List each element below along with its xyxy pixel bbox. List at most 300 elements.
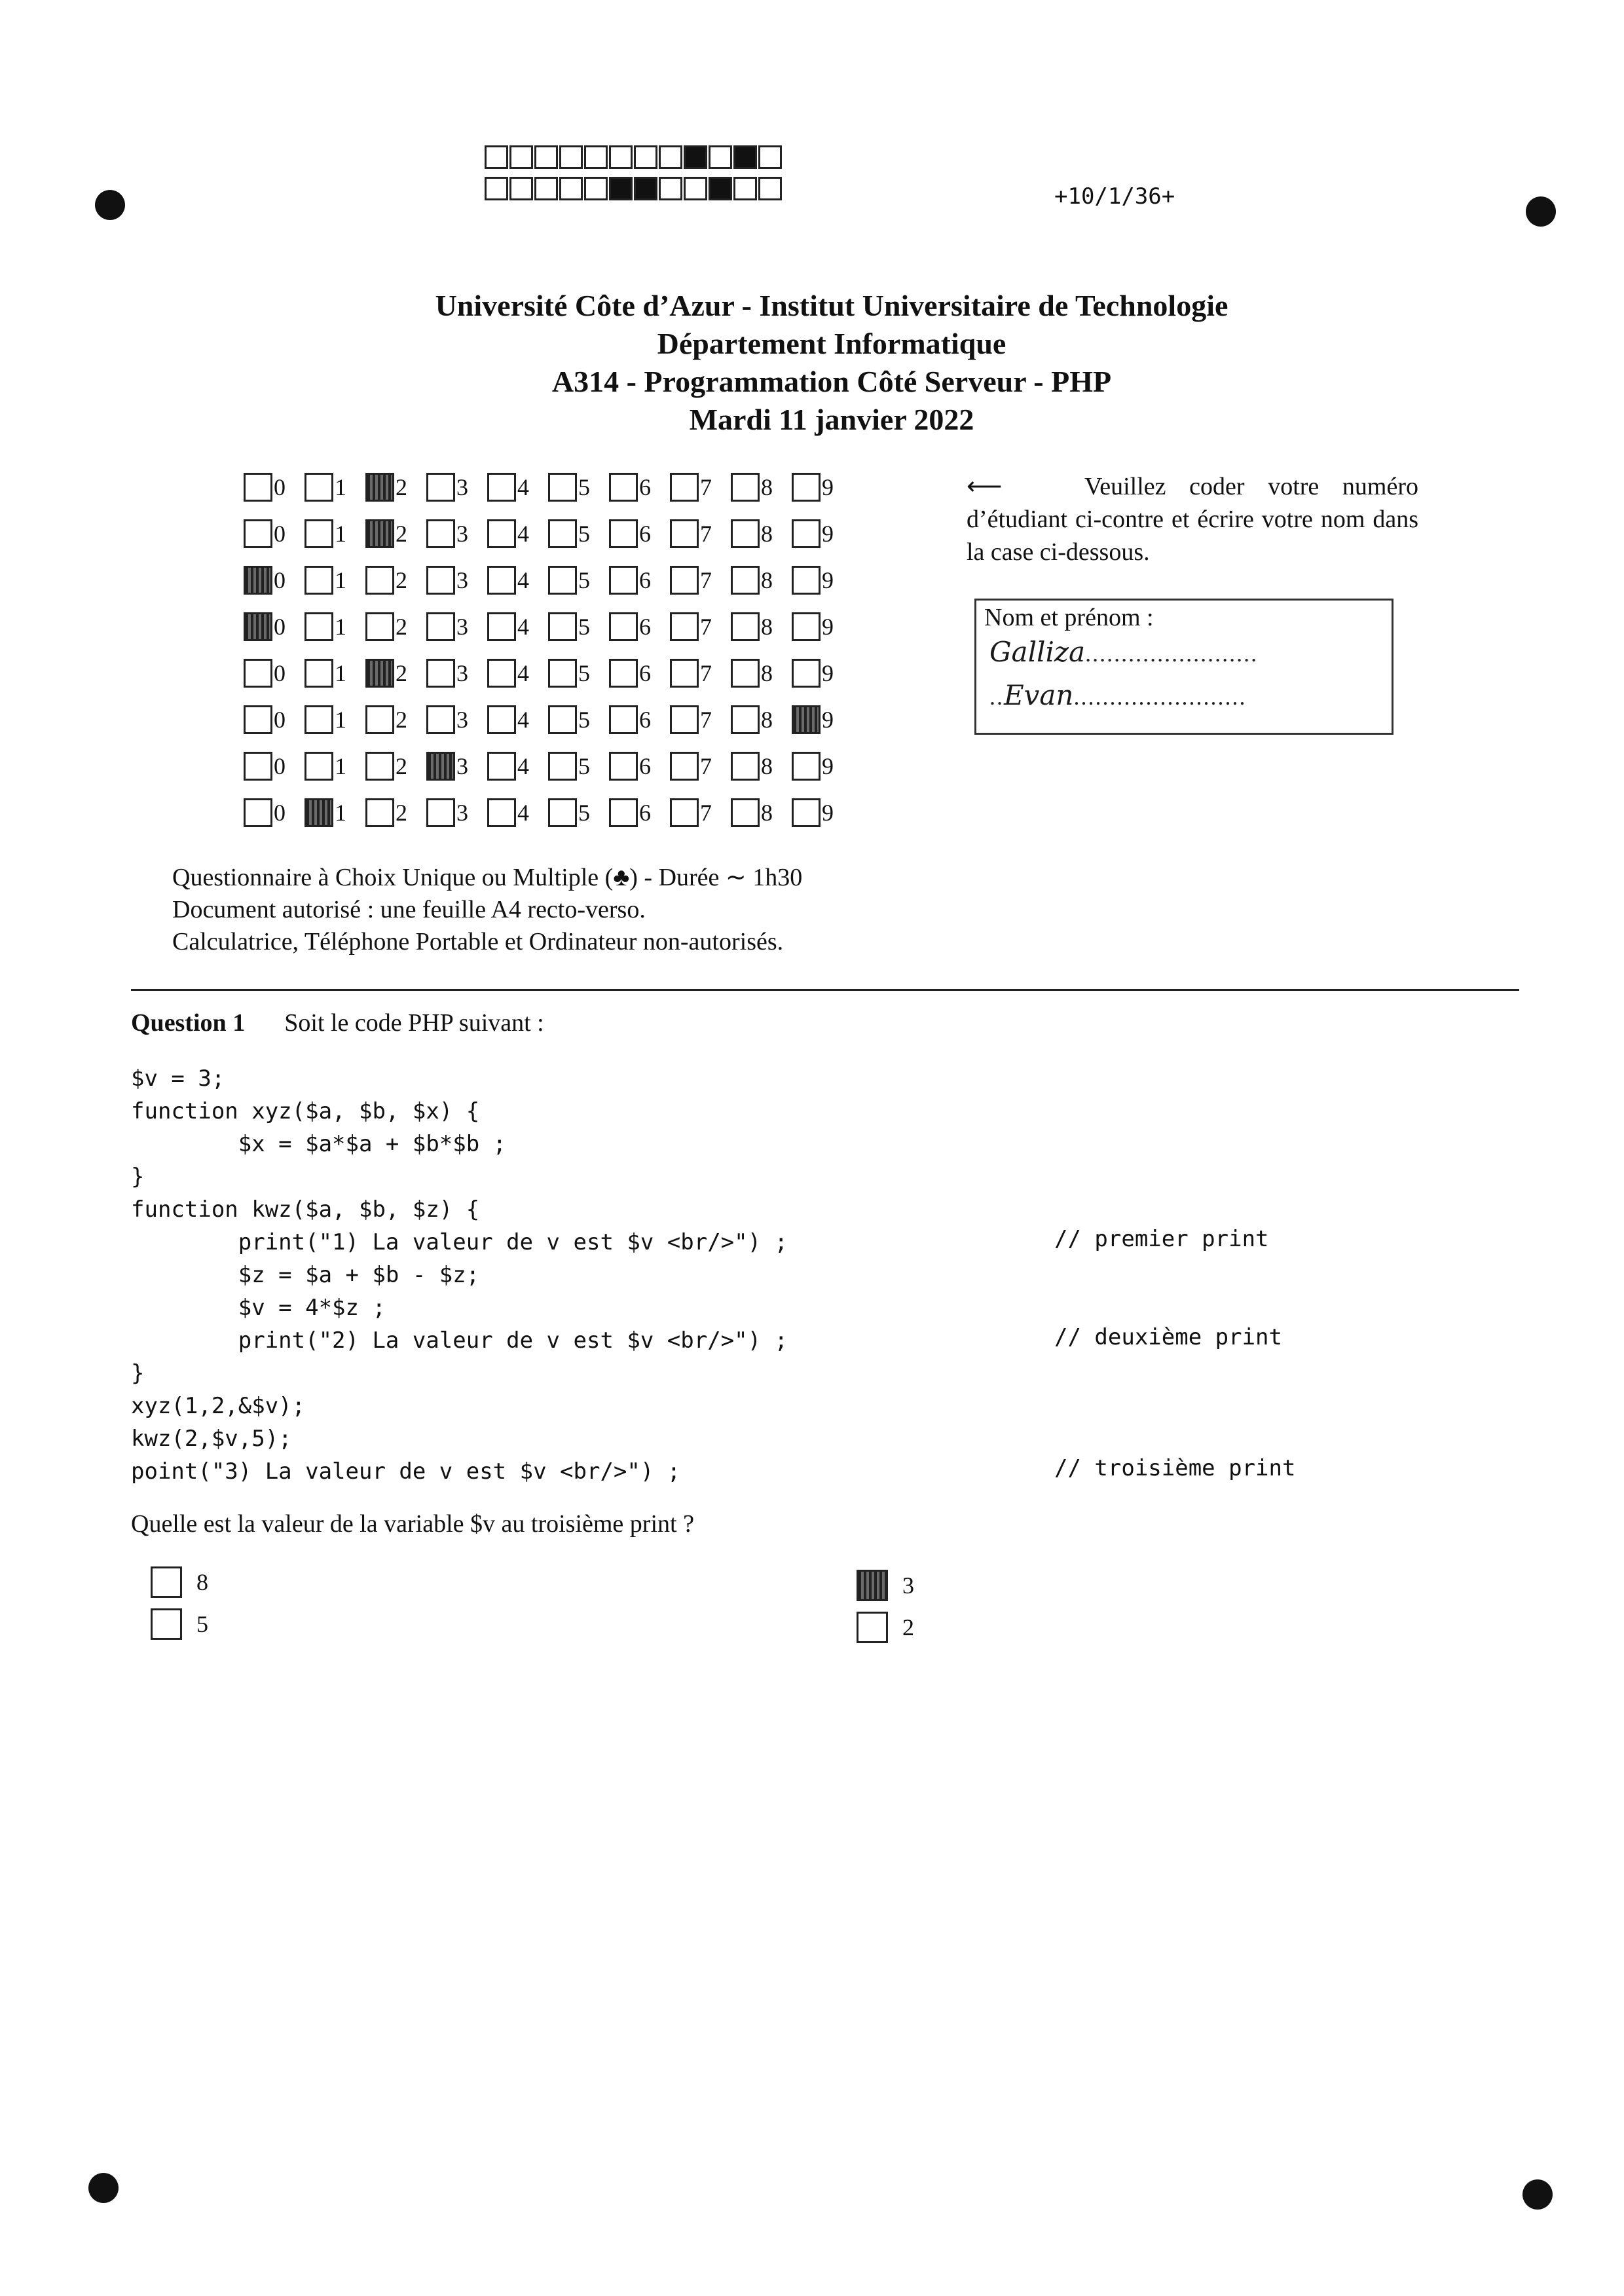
student-number-grid bbox=[244, 464, 853, 836]
digit-label: 5 bbox=[578, 613, 590, 640]
digit-option[interactable] bbox=[304, 566, 365, 595]
code-comment-1: // premier print bbox=[1054, 1226, 1269, 1252]
digit-label: 7 bbox=[700, 613, 712, 640]
digit-label: 4 bbox=[517, 566, 529, 593]
course-title: A314 - Programmation Côté Serveur - PHP bbox=[551, 365, 1112, 398]
digit-checkbox[interactable] bbox=[244, 659, 272, 688]
digit-checkbox[interactable] bbox=[670, 473, 699, 502]
barcode-cell bbox=[609, 177, 633, 200]
digit-checkbox[interactable] bbox=[426, 612, 455, 641]
digit-option[interactable] bbox=[609, 752, 670, 781]
answer-checkbox[interactable] bbox=[151, 1608, 182, 1640]
barcode-cell bbox=[709, 177, 732, 200]
barcode-cell bbox=[485, 145, 508, 169]
digit-option[interactable] bbox=[365, 752, 426, 781]
digit-option[interactable] bbox=[244, 798, 304, 827]
digit-label: 0 bbox=[274, 706, 286, 733]
barcode-cell bbox=[509, 145, 533, 169]
digit-label: 9 bbox=[822, 613, 834, 640]
digit-option[interactable] bbox=[548, 752, 609, 781]
digit-checkbox[interactable] bbox=[548, 566, 577, 595]
digit-label: 2 bbox=[396, 566, 407, 593]
digit-option[interactable] bbox=[670, 566, 731, 595]
answer-option[interactable] bbox=[151, 1566, 208, 1598]
digit-option[interactable] bbox=[792, 473, 853, 502]
digit-option[interactable] bbox=[487, 659, 548, 688]
left-arrow-icon: ⟵ bbox=[967, 473, 1003, 500]
question-intro: Soit le code PHP suivant : bbox=[284, 1009, 544, 1037]
student-number-row bbox=[244, 557, 853, 603]
digit-option[interactable] bbox=[365, 659, 426, 688]
digit-checkbox[interactable] bbox=[487, 612, 516, 641]
digit-checkbox[interactable] bbox=[304, 659, 333, 688]
barcode-cell bbox=[485, 177, 508, 200]
digit-label: 8 bbox=[761, 659, 773, 686]
answer-checkbox[interactable] bbox=[857, 1612, 888, 1643]
answer-option[interactable] bbox=[151, 1608, 208, 1640]
digit-checkbox[interactable] bbox=[548, 705, 577, 734]
question-label: Question 1 bbox=[131, 1009, 246, 1037]
registration-dot-bottom-left bbox=[88, 2173, 119, 2203]
digit-checkbox[interactable] bbox=[670, 566, 699, 595]
digit-option[interactable] bbox=[487, 752, 548, 781]
digit-option[interactable] bbox=[487, 612, 548, 641]
digit-checkbox[interactable] bbox=[426, 473, 455, 502]
question-header bbox=[131, 1009, 544, 1037]
digit-checkbox[interactable] bbox=[304, 612, 333, 641]
digit-label: 6 bbox=[639, 706, 651, 733]
digit-checkbox[interactable] bbox=[304, 473, 333, 502]
digit-checkbox[interactable] bbox=[304, 519, 333, 548]
digit-option[interactable] bbox=[426, 519, 487, 548]
digit-checkbox[interactable] bbox=[365, 473, 394, 502]
exam-rules bbox=[172, 862, 802, 958]
digit-label: 1 bbox=[335, 613, 346, 640]
digit-option[interactable] bbox=[670, 473, 731, 502]
digit-checkbox[interactable] bbox=[609, 566, 638, 595]
digit-label: 8 bbox=[761, 566, 773, 593]
digit-label: 9 bbox=[822, 752, 834, 779]
digit-option[interactable] bbox=[244, 752, 304, 781]
digit-option[interactable] bbox=[731, 798, 792, 827]
digit-label: 0 bbox=[274, 799, 286, 826]
digit-label: 9 bbox=[822, 706, 834, 733]
digit-option[interactable] bbox=[365, 519, 426, 548]
digit-label: 6 bbox=[639, 659, 651, 686]
digit-checkbox[interactable] bbox=[670, 659, 699, 688]
digit-label: 3 bbox=[456, 706, 468, 733]
digit-checkbox[interactable] bbox=[304, 752, 333, 781]
digit-checkbox[interactable] bbox=[487, 705, 516, 734]
digit-checkbox[interactable] bbox=[609, 519, 638, 548]
student-number-row bbox=[244, 603, 853, 650]
digit-checkbox[interactable] bbox=[244, 566, 272, 595]
digit-checkbox[interactable] bbox=[731, 705, 760, 734]
digit-option[interactable] bbox=[426, 798, 487, 827]
digit-checkbox[interactable] bbox=[731, 659, 760, 688]
digit-label: 7 bbox=[700, 706, 712, 733]
digit-label: 7 bbox=[700, 473, 712, 500]
exam-header bbox=[0, 287, 1624, 439]
digit-label: 8 bbox=[761, 752, 773, 779]
digit-label: 3 bbox=[456, 659, 468, 686]
digit-label: 0 bbox=[274, 613, 286, 640]
digit-option[interactable] bbox=[487, 566, 548, 595]
digit-label: 6 bbox=[639, 613, 651, 640]
digit-option[interactable] bbox=[670, 612, 731, 641]
digit-checkbox[interactable] bbox=[426, 752, 455, 781]
digit-checkbox[interactable] bbox=[365, 705, 394, 734]
digit-checkbox[interactable] bbox=[426, 519, 455, 548]
first-name-dots: ........................ bbox=[1073, 684, 1247, 710]
forbidden-devices: Calculatrice, Téléphone Portable et Ordinateur non-autorisés. bbox=[172, 928, 784, 955]
digit-option[interactable] bbox=[365, 798, 426, 827]
answer-checkbox[interactable] bbox=[151, 1566, 182, 1598]
digit-option[interactable] bbox=[548, 473, 609, 502]
digit-option[interactable] bbox=[426, 566, 487, 595]
digit-checkbox[interactable] bbox=[548, 752, 577, 781]
digit-label: 1 bbox=[335, 473, 346, 500]
digit-checkbox[interactable] bbox=[731, 612, 760, 641]
digit-option[interactable] bbox=[792, 752, 853, 781]
digit-label: 8 bbox=[761, 613, 773, 640]
digit-checkbox[interactable] bbox=[548, 473, 577, 502]
digit-checkbox[interactable] bbox=[548, 612, 577, 641]
digit-option[interactable] bbox=[487, 519, 548, 548]
registration-dot-top-right bbox=[1526, 196, 1556, 227]
digit-label: 5 bbox=[578, 473, 590, 500]
digit-option[interactable] bbox=[365, 705, 426, 734]
barcode-cell bbox=[758, 177, 782, 200]
digit-option[interactable] bbox=[548, 519, 609, 548]
digit-option[interactable] bbox=[670, 752, 731, 781]
digit-checkbox[interactable] bbox=[609, 798, 638, 827]
digit-label: 2 bbox=[396, 473, 407, 500]
digit-option[interactable] bbox=[304, 659, 365, 688]
digit-option[interactable] bbox=[792, 798, 853, 827]
barcode-cell bbox=[709, 145, 732, 169]
digit-checkbox[interactable] bbox=[609, 612, 638, 641]
digit-checkbox[interactable] bbox=[731, 752, 760, 781]
digit-option[interactable] bbox=[792, 705, 853, 734]
digit-checkbox[interactable] bbox=[792, 798, 821, 827]
digit-option[interactable] bbox=[548, 566, 609, 595]
digit-label: 9 bbox=[822, 659, 834, 686]
digit-option[interactable] bbox=[365, 612, 426, 641]
digit-checkbox[interactable] bbox=[426, 659, 455, 688]
barcode-cell bbox=[684, 177, 707, 200]
digit-label: 4 bbox=[517, 659, 529, 686]
digit-label: 6 bbox=[639, 752, 651, 779]
barcode-row-1 bbox=[485, 145, 783, 169]
digit-checkbox[interactable] bbox=[548, 519, 577, 548]
digit-label: 8 bbox=[761, 799, 773, 826]
digit-checkbox[interactable] bbox=[365, 612, 394, 641]
digit-checkbox[interactable] bbox=[731, 566, 760, 595]
name-box-label: Nom et prénom : bbox=[984, 604, 1154, 631]
last-name-field[interactable] bbox=[989, 636, 1382, 668]
registration-dot-bottom-right bbox=[1522, 2179, 1553, 2210]
code-comment-3: // troisième print bbox=[1054, 1455, 1296, 1481]
digit-label: 0 bbox=[274, 752, 286, 779]
barcode-cell bbox=[733, 145, 757, 169]
digit-checkbox[interactable] bbox=[244, 519, 272, 548]
digit-checkbox[interactable] bbox=[792, 752, 821, 781]
digit-option[interactable] bbox=[670, 659, 731, 688]
digit-checkbox[interactable] bbox=[244, 473, 272, 502]
digit-option[interactable] bbox=[548, 798, 609, 827]
student-number-row bbox=[244, 789, 853, 836]
barcode-cell bbox=[659, 145, 682, 169]
digit-checkbox[interactable] bbox=[609, 473, 638, 502]
digit-option[interactable] bbox=[426, 612, 487, 641]
digit-label: 5 bbox=[578, 659, 590, 686]
digit-option[interactable] bbox=[365, 566, 426, 595]
digit-checkbox[interactable] bbox=[244, 798, 272, 827]
digit-option[interactable] bbox=[244, 612, 304, 641]
digit-option[interactable] bbox=[304, 705, 365, 734]
digit-label: 7 bbox=[700, 659, 712, 686]
digit-label: 4 bbox=[517, 613, 529, 640]
php-code-block: $v = 3; function xyz($a, $b, $x) { $x = $a*$a + $b*$b ; } function kwz($a, $b, $z) { print("1) La valeur de v est $v <br/>") ; $z = $a + $b - $z; $v = 4*$z ; print("2) La valeur de v est $v <br/>") ; } xyz(1,2,&$v); kwz(2,$v,5); point("3) La valeur de v est $v <br/>") ; bbox=[131, 1065, 788, 1485]
exam-format: Questionnaire à Choix Unique ou Multiple (♣) - Durée ∼ 1h30 bbox=[172, 864, 803, 891]
digit-label: 3 bbox=[456, 799, 468, 826]
digit-checkbox[interactable] bbox=[244, 752, 272, 781]
barcode-cell bbox=[758, 145, 782, 169]
digit-option[interactable] bbox=[670, 705, 731, 734]
digit-option[interactable] bbox=[426, 752, 487, 781]
last-name-handwritten: Galliza bbox=[989, 636, 1086, 668]
digit-checkbox[interactable] bbox=[792, 519, 821, 548]
digit-option[interactable] bbox=[792, 659, 853, 688]
code-comment-2: // deuxième print bbox=[1054, 1324, 1282, 1350]
digit-label: 1 bbox=[335, 799, 346, 826]
digit-checkbox[interactable] bbox=[670, 612, 699, 641]
digit-checkbox[interactable] bbox=[365, 659, 394, 688]
student-number-row bbox=[244, 464, 853, 510]
digit-option[interactable] bbox=[548, 612, 609, 641]
digit-checkbox[interactable] bbox=[426, 798, 455, 827]
digit-checkbox[interactable] bbox=[670, 519, 699, 548]
first-name-prefix: .. bbox=[989, 684, 1004, 710]
digit-option[interactable] bbox=[731, 705, 792, 734]
digit-option[interactable] bbox=[731, 566, 792, 595]
digit-option[interactable] bbox=[487, 473, 548, 502]
digit-option[interactable] bbox=[670, 798, 731, 827]
student-number-row bbox=[244, 743, 853, 789]
registration-dot-top-left bbox=[95, 190, 125, 220]
student-number-row bbox=[244, 510, 853, 557]
digit-option[interactable] bbox=[548, 659, 609, 688]
digit-option[interactable] bbox=[609, 473, 670, 502]
digit-checkbox[interactable] bbox=[365, 752, 394, 781]
barcode-cell bbox=[509, 177, 533, 200]
digit-label: 0 bbox=[274, 566, 286, 593]
first-name-field[interactable] bbox=[989, 679, 1382, 711]
digit-label: 3 bbox=[456, 613, 468, 640]
digit-label: 2 bbox=[396, 659, 407, 686]
digit-label: 4 bbox=[517, 706, 529, 733]
digit-checkbox[interactable] bbox=[548, 659, 577, 688]
digit-option[interactable] bbox=[731, 659, 792, 688]
digit-option[interactable] bbox=[609, 798, 670, 827]
digit-label: 0 bbox=[274, 473, 286, 500]
digit-option[interactable] bbox=[244, 473, 304, 502]
digit-checkbox[interactable] bbox=[792, 659, 821, 688]
barcode-cell bbox=[684, 145, 707, 169]
digit-label: 6 bbox=[639, 520, 651, 547]
digit-label: 1 bbox=[335, 520, 346, 547]
digit-checkbox[interactable] bbox=[365, 566, 394, 595]
digit-label: 0 bbox=[274, 659, 286, 686]
digit-label: 9 bbox=[822, 520, 834, 547]
digit-label: 4 bbox=[517, 799, 529, 826]
digit-label: 5 bbox=[578, 566, 590, 593]
digit-checkbox[interactable] bbox=[487, 659, 516, 688]
digit-option[interactable] bbox=[670, 519, 731, 548]
digit-option[interactable] bbox=[731, 612, 792, 641]
digit-checkbox[interactable] bbox=[304, 798, 333, 827]
digit-label: 3 bbox=[456, 473, 468, 500]
barcode-cell bbox=[609, 145, 633, 169]
answer-label: 5 bbox=[196, 1611, 208, 1637]
digit-label: 9 bbox=[822, 799, 834, 826]
last-name-dots: ........................ bbox=[1085, 640, 1259, 667]
digit-checkbox[interactable] bbox=[487, 752, 516, 781]
instructions bbox=[967, 470, 1418, 568]
digit-option[interactable] bbox=[304, 798, 365, 827]
digit-label: 6 bbox=[639, 473, 651, 500]
digit-checkbox[interactable] bbox=[731, 473, 760, 502]
digit-checkbox[interactable] bbox=[365, 519, 394, 548]
digit-option[interactable] bbox=[244, 659, 304, 688]
digit-checkbox[interactable] bbox=[609, 659, 638, 688]
digit-option[interactable] bbox=[244, 705, 304, 734]
digit-checkbox[interactable] bbox=[426, 705, 455, 734]
barcode-cell bbox=[634, 145, 657, 169]
digit-option[interactable] bbox=[731, 519, 792, 548]
digit-option[interactable] bbox=[426, 659, 487, 688]
digit-label: 2 bbox=[396, 520, 407, 547]
digit-label: 7 bbox=[700, 566, 712, 593]
digit-checkbox[interactable] bbox=[244, 705, 272, 734]
digit-label: 3 bbox=[456, 520, 468, 547]
digit-option[interactable] bbox=[487, 705, 548, 734]
digit-label: 1 bbox=[335, 659, 346, 686]
digit-label: 6 bbox=[639, 566, 651, 593]
digit-checkbox[interactable] bbox=[792, 566, 821, 595]
barcode-cell bbox=[534, 145, 558, 169]
digit-checkbox[interactable] bbox=[244, 612, 272, 641]
digit-checkbox[interactable] bbox=[670, 705, 699, 734]
answer-checkbox[interactable] bbox=[857, 1570, 888, 1601]
digit-checkbox[interactable] bbox=[487, 566, 516, 595]
digit-label: 5 bbox=[578, 752, 590, 779]
digit-checkbox[interactable] bbox=[792, 705, 821, 734]
digit-checkbox[interactable] bbox=[304, 566, 333, 595]
digit-option[interactable] bbox=[731, 752, 792, 781]
answer-label: 2 bbox=[902, 1614, 914, 1640]
digit-option[interactable] bbox=[426, 705, 487, 734]
digit-checkbox[interactable] bbox=[609, 705, 638, 734]
digit-option[interactable] bbox=[244, 566, 304, 595]
digit-option[interactable] bbox=[609, 612, 670, 641]
digit-label: 7 bbox=[700, 799, 712, 826]
barcode-cell bbox=[584, 145, 608, 169]
digit-label: 1 bbox=[335, 706, 346, 733]
answer-label: 8 bbox=[196, 1569, 208, 1595]
university-title: Université Côte d’Azur - Institut Universitaire de Technologie bbox=[435, 289, 1228, 322]
answer-option[interactable] bbox=[857, 1570, 914, 1601]
digit-label: 1 bbox=[335, 566, 346, 593]
digit-option[interactable] bbox=[365, 473, 426, 502]
digit-checkbox[interactable] bbox=[304, 705, 333, 734]
digit-label: 1 bbox=[335, 752, 346, 779]
department-title: Département Informatique bbox=[657, 327, 1006, 360]
digit-label: 4 bbox=[517, 752, 529, 779]
digit-checkbox[interactable] bbox=[792, 473, 821, 502]
digit-option[interactable] bbox=[304, 752, 365, 781]
digit-checkbox[interactable] bbox=[365, 798, 394, 827]
digit-label: 6 bbox=[639, 799, 651, 826]
digit-option[interactable] bbox=[304, 473, 365, 502]
digit-option[interactable] bbox=[609, 705, 670, 734]
barcode-cell bbox=[534, 177, 558, 200]
digit-label: 3 bbox=[456, 566, 468, 593]
digit-option[interactable] bbox=[609, 659, 670, 688]
digit-checkbox[interactable] bbox=[609, 752, 638, 781]
answer-label: 3 bbox=[902, 1572, 914, 1599]
digit-label: 7 bbox=[700, 520, 712, 547]
digit-option[interactable] bbox=[548, 705, 609, 734]
digit-checkbox[interactable] bbox=[731, 798, 760, 827]
digit-label: 5 bbox=[578, 520, 590, 547]
digit-label: 9 bbox=[822, 473, 834, 500]
digit-option[interactable] bbox=[244, 519, 304, 548]
digit-checkbox[interactable] bbox=[426, 566, 455, 595]
digit-option[interactable] bbox=[731, 473, 792, 502]
digit-option[interactable] bbox=[609, 519, 670, 548]
barcode-cell bbox=[634, 177, 657, 200]
barcode-cell bbox=[733, 177, 757, 200]
digit-label: 2 bbox=[396, 799, 407, 826]
student-number-row bbox=[244, 650, 853, 696]
digit-label: 3 bbox=[456, 752, 468, 779]
name-box bbox=[974, 599, 1393, 735]
digit-option[interactable] bbox=[792, 612, 853, 641]
digit-label: 5 bbox=[578, 799, 590, 826]
digit-checkbox[interactable] bbox=[487, 519, 516, 548]
digit-option[interactable] bbox=[304, 612, 365, 641]
digit-option[interactable] bbox=[609, 566, 670, 595]
digit-checkbox[interactable] bbox=[548, 798, 577, 827]
digit-option[interactable] bbox=[426, 473, 487, 502]
answer-option[interactable] bbox=[857, 1612, 914, 1643]
digit-option[interactable] bbox=[792, 519, 853, 548]
digit-checkbox[interactable] bbox=[487, 473, 516, 502]
digit-checkbox[interactable] bbox=[670, 752, 699, 781]
digit-option[interactable] bbox=[792, 566, 853, 595]
digit-checkbox[interactable] bbox=[670, 798, 699, 827]
digit-checkbox[interactable] bbox=[792, 612, 821, 641]
digit-option[interactable] bbox=[487, 798, 548, 827]
digit-checkbox[interactable] bbox=[731, 519, 760, 548]
digit-checkbox[interactable] bbox=[487, 798, 516, 827]
digit-label: 5 bbox=[578, 706, 590, 733]
digit-option[interactable] bbox=[304, 519, 365, 548]
allowed-documents: Document autorisé : une feuille A4 recto-verso. bbox=[172, 896, 646, 923]
digit-label: 2 bbox=[396, 613, 407, 640]
